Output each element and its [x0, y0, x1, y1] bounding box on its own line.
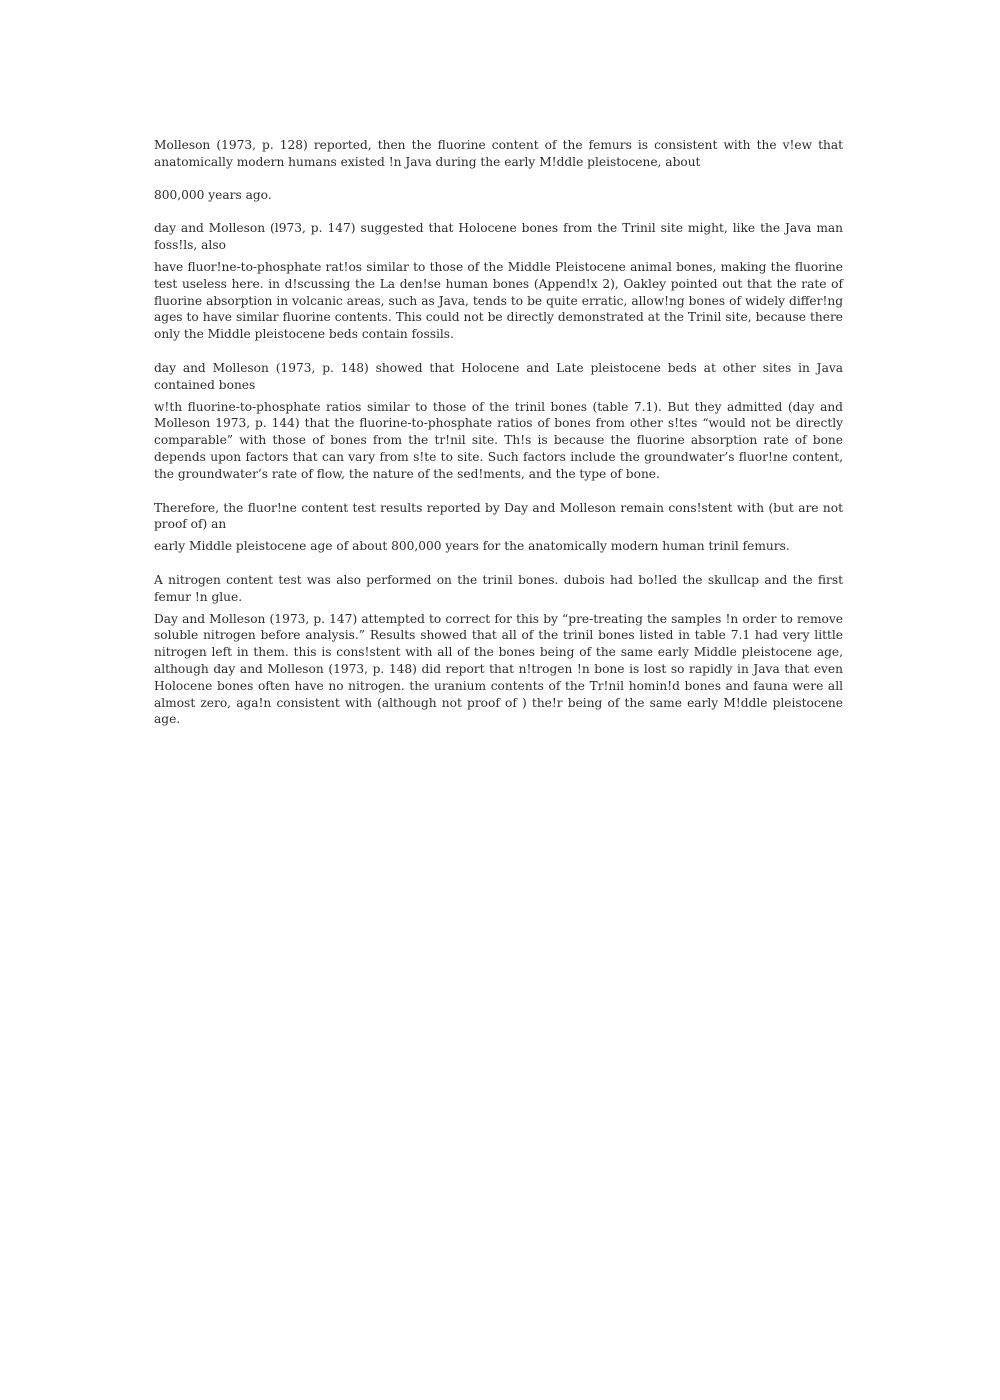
paragraph-2 — [154, 187, 843, 204]
paragraph-3-lead-line: day and Molleson (l973, p. 147) suggested that Holocene bones from the Trinil site might, like the Java man foss!ls, also — [154, 221, 843, 253]
paragraph-1-text: Molleson (1973, p. 128) reported, then the fluorine content of the femurs is consistent with the v!ew that anatomically modern humans existed !n Java during the early M!ddle pleistocene, about — [154, 138, 843, 169]
paragraph-6-lead-line: A nitrogen content test was also performed on the trinil bones. dubois had bo!led the skullcap and the first femur !n glue. — [154, 572, 843, 604]
body-text-column — [154, 137, 843, 728]
paragraph-5-lead-line: Therefore, the fluor!ne content test results reported by Day and Molleson remain cons!stent with (but are not proof of) an — [154, 500, 843, 532]
paragraph-4-lead-line: day and Molleson (1973, p. 148) showed that Holocene and Late pleistocene beds at other sites in Java contained bones — [154, 360, 843, 392]
paragraph-3-text: have fluor!ne-to-phosphate rat!os similar to those of the Middle Pleistocene animal bones, making the fluorine test useless here. in d!scussing the La den!se human bones (Append!x 2), Oakley pointed out that the rate of fluorine absorption in volcanic areas, such as Java, tends to be quite erratic, allow!ng bones of widely differ!ng ages to have similar fluorine contents. This could not be directly demonstrated at the Trinil site, because there only the Middle pleistocene beds contain fossils. — [154, 259, 843, 342]
paragraph-3 — [154, 220, 843, 343]
paragraph-4-text: w!th fluorine-to-phosphate ratios similar to those of the trinil bones (table 7.1). But they admitted (day and Molleson 1973, p. 144) that the fluorine-to-phosphate ratios of bones from other s!tes “would not be directly comparable” with those of bones from the tr!nil site. Th!s is because the fluorine absorption rate of bone depends upon factors that can vary from s!te to site. Such factors include the groundwater’s fluor!ne content, the groundwater’s rate of flow, the nature of the sed!ments, and the type of bone. — [154, 399, 843, 481]
paragraph-6-text: Day and Molleson (1973, p. 147) attempted to correct for this by “pre-treating the samples !n order to remove soluble nitrogen before analysis.” Results showed that all of the trinil bones listed in table 7.1 had very little nitrogen left in them. this is cons!stent with all of the bones being of the same early Middle pleistocene age, although day and Molleson (1973, p. 148) did report that n!trogen !n bone is lost so rapidly in Java that even Holocene bones often have no nitrogen. the uranium contents of the Tr!nil homin!d bones and fauna were all almost zero, aga!n consistent with (although not proof of ) the!r being of the same early M!ddle pleistocene age. — [154, 611, 843, 727]
paragraph-5 — [154, 500, 843, 555]
paragraph-1 — [154, 137, 843, 171]
paragraph-4 — [154, 360, 843, 483]
paragraph-5-text: early Middle pleistocene age of about 800,000 years for the anatomically modern human trinil femurs. — [154, 539, 790, 554]
paragraph-2-text: 800,000 years ago. — [154, 187, 272, 202]
paragraph-6 — [154, 572, 843, 728]
